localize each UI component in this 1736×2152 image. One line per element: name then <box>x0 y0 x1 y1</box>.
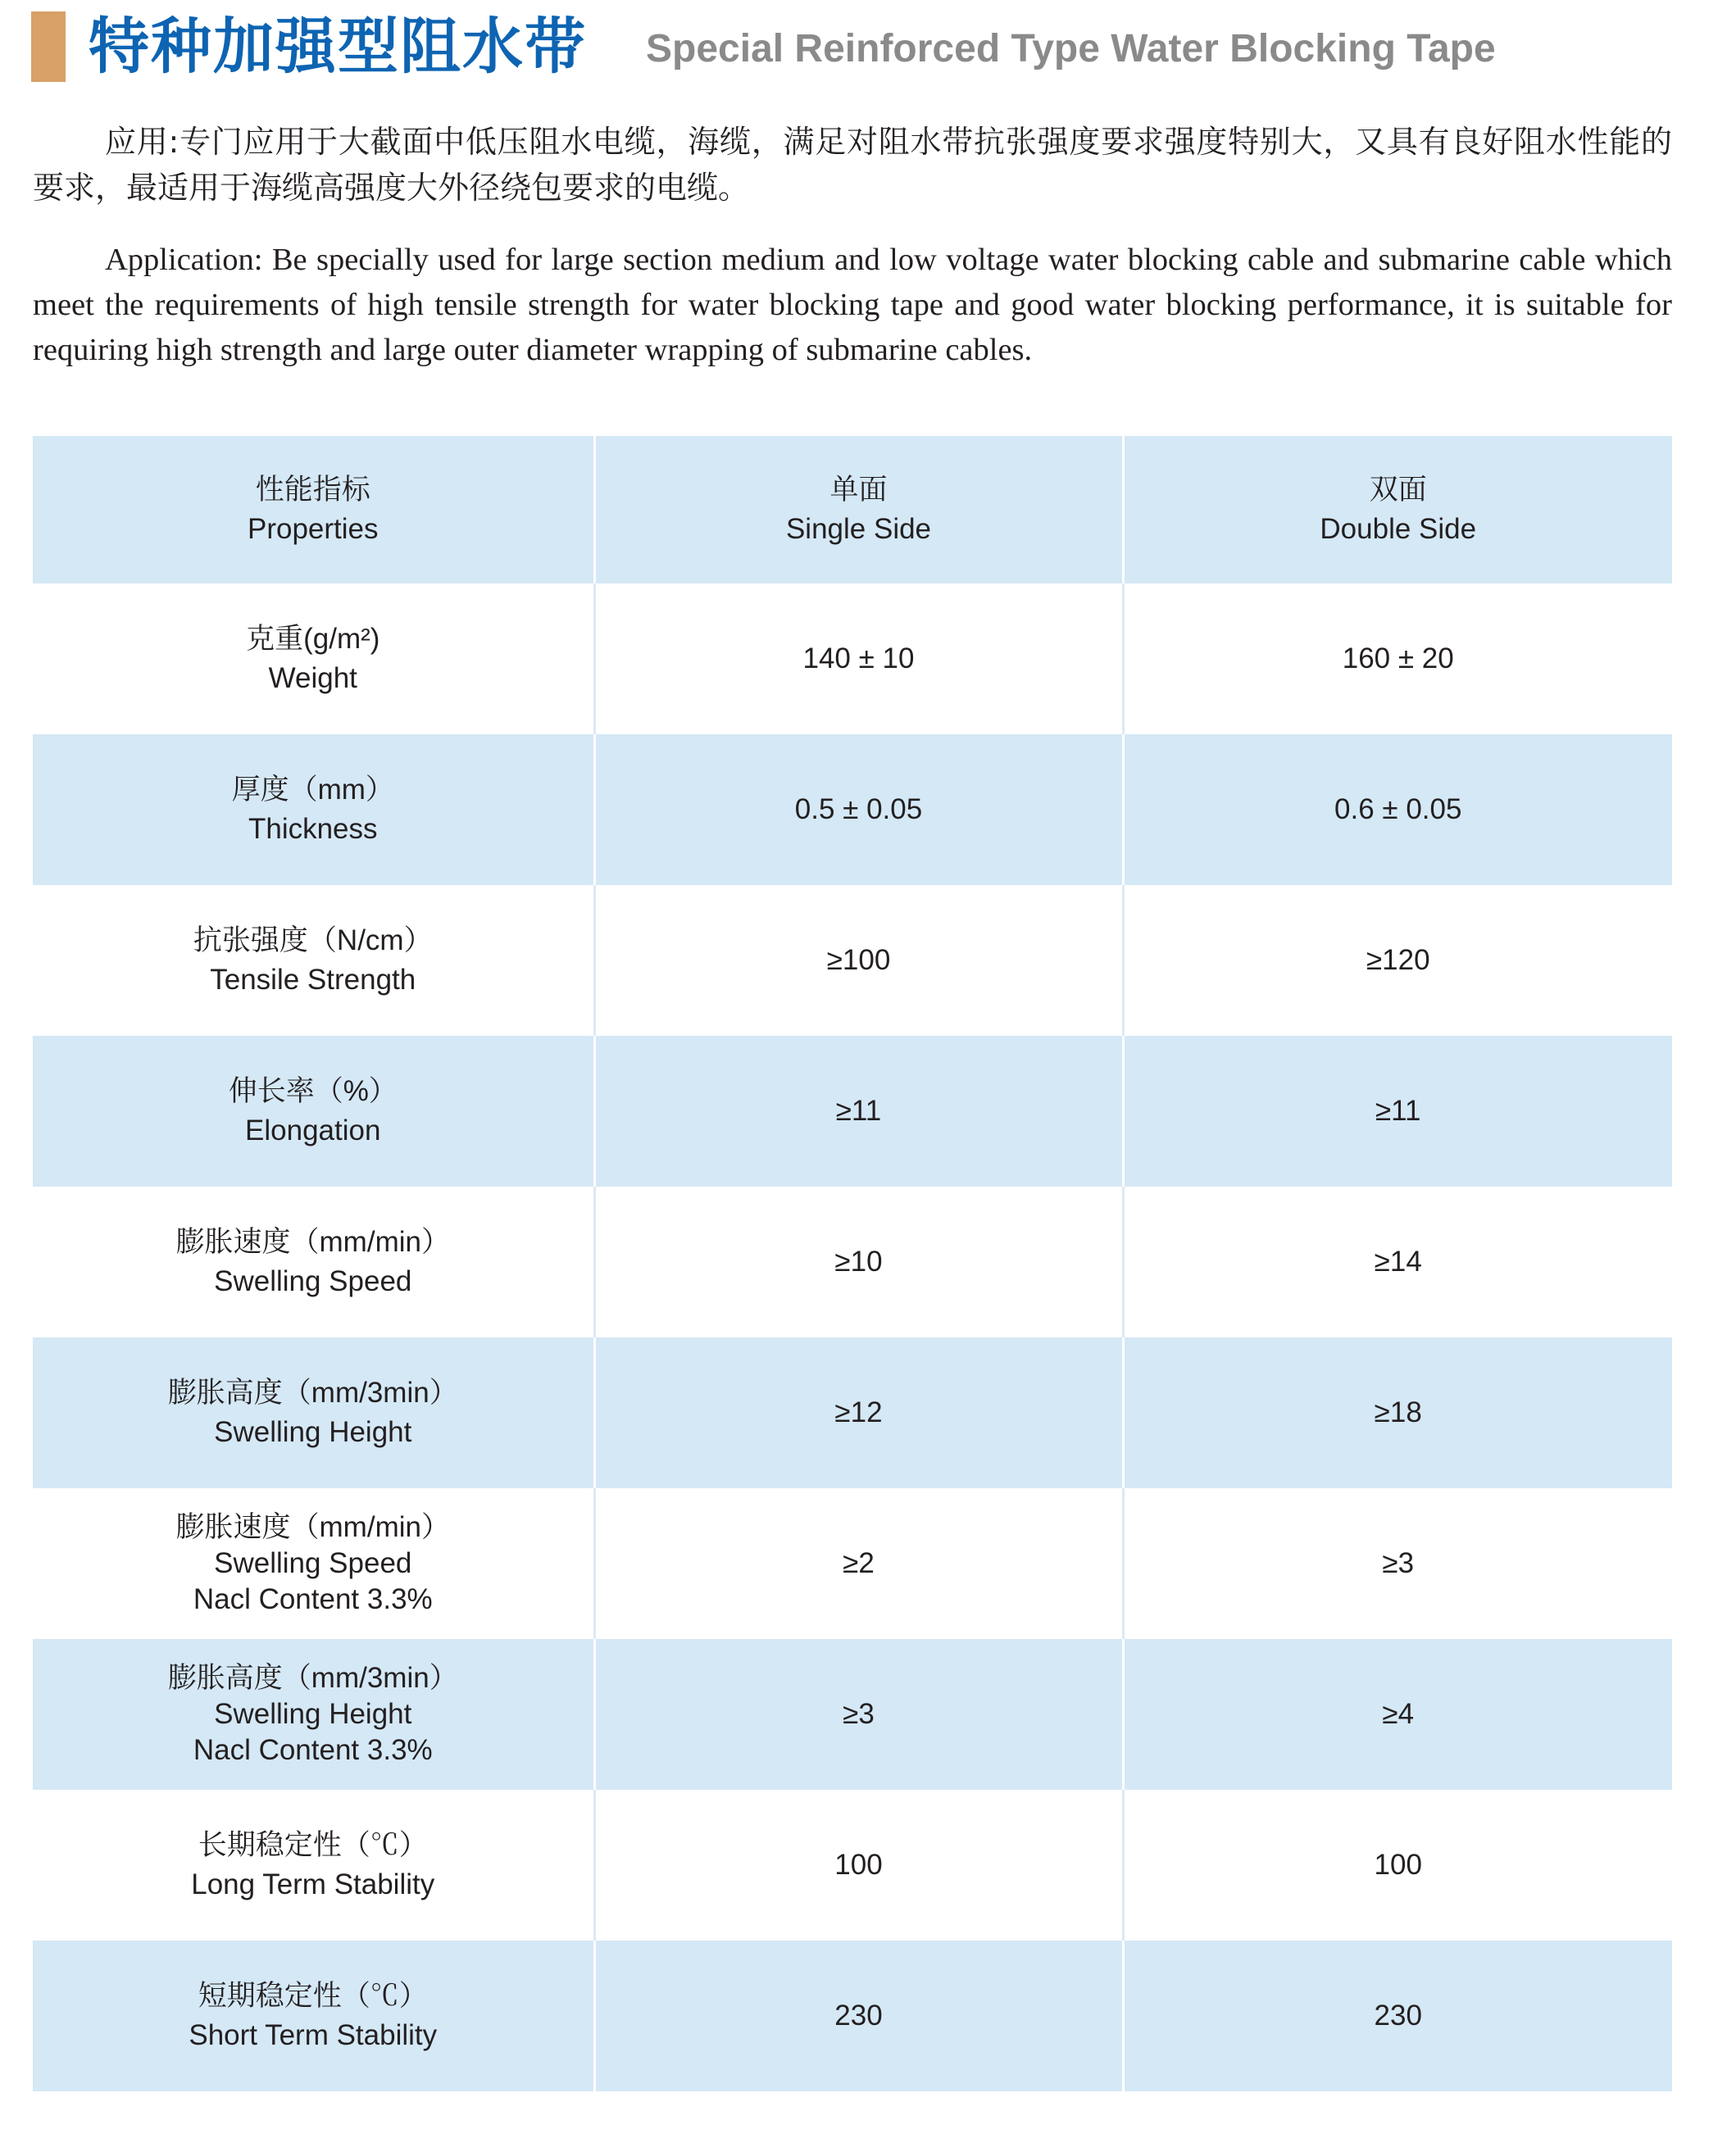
accent-bar <box>31 11 66 82</box>
double-side-value: 0.6 ± 0.05 <box>1123 734 1672 885</box>
property-cell <box>33 1337 594 1488</box>
single-side-value: 230 <box>594 1941 1123 2091</box>
property-cell <box>33 1941 594 2091</box>
property-cell <box>33 1639 594 1790</box>
property-cell <box>33 885 594 1036</box>
table-row <box>33 734 1672 885</box>
spec-table <box>33 436 1672 2091</box>
property-zh: 伸长率（%） <box>228 1075 398 1107</box>
property-cell <box>33 1488 594 1639</box>
header-double-en: Double Side <box>1320 513 1477 545</box>
single-side-value: ≥2 <box>594 1488 1123 1639</box>
property-en: Swelling Height <box>214 1698 412 1730</box>
double-side-value: 230 <box>1123 1941 1672 2091</box>
table-row <box>33 1488 1672 1639</box>
double-side-value: 100 <box>1123 1790 1672 1941</box>
property-en: Swelling Height <box>214 1416 412 1448</box>
single-side-value: 140 ± 10 <box>594 583 1123 734</box>
single-side-value: ≥3 <box>594 1639 1123 1790</box>
table-row <box>33 1187 1672 1337</box>
single-side-value: 100 <box>594 1790 1123 1941</box>
double-side-value: ≥4 <box>1123 1639 1672 1790</box>
single-side-value: ≥11 <box>594 1036 1123 1187</box>
double-side-value: ≥14 <box>1123 1187 1672 1337</box>
property-en: Long Term Stability <box>191 1868 435 1900</box>
property-en: Swelling Speed <box>214 1547 412 1579</box>
header-single-zh: 单面 <box>829 474 888 506</box>
property-cell <box>33 734 594 885</box>
table-row <box>33 583 1672 734</box>
property-note: Nacl Content 3.3% <box>193 1734 433 1766</box>
property-en: Weight <box>268 662 357 694</box>
property-zh: 膨胀速度（mm/min） <box>175 1511 450 1543</box>
header-double-zh: 双面 <box>1369 474 1427 506</box>
double-side-value: ≥18 <box>1123 1337 1672 1488</box>
property-zh: 短期稳定性（℃） <box>198 1980 428 2012</box>
property-cell <box>33 1187 594 1337</box>
property-cell <box>33 1790 594 1941</box>
table-row <box>33 1639 1672 1790</box>
property-en: Elongation <box>245 1115 381 1146</box>
header-cell-single <box>594 436 1123 583</box>
title-chinese: 特种加强型阻水带 <box>89 11 587 82</box>
table-row <box>33 1790 1672 1941</box>
double-side-value: ≥120 <box>1123 885 1672 1036</box>
table-row <box>33 1337 1672 1488</box>
header-properties-zh: 性能指标 <box>255 474 370 506</box>
header-cell-double <box>1123 436 1672 583</box>
single-side-value: 0.5 ± 0.05 <box>594 734 1123 885</box>
property-zh: 克重(g/m²) <box>246 623 380 655</box>
property-en: Thickness <box>248 813 378 845</box>
single-side-value: ≥12 <box>594 1337 1123 1488</box>
property-en: Tensile Strength <box>210 964 416 996</box>
property-zh: 膨胀高度（mm/3min） <box>167 1662 458 1694</box>
double-side-value: 160 ± 20 <box>1123 583 1672 734</box>
property-zh: 膨胀高度（mm/3min） <box>167 1377 458 1409</box>
application-text-chinese: 应用:专门应用于大截面中低压阻水电缆，海缆，满足对阻水带抗张强度要求强度特别大，又具有良好阻水性能的要求，最适用于海缆高强度大外径绕包要求的电缆。 <box>33 124 1672 206</box>
header-cell-properties <box>33 436 594 583</box>
double-side-value: ≥11 <box>1123 1036 1672 1187</box>
property-cell <box>33 1036 594 1187</box>
property-zh: 厚度（mm） <box>231 774 394 806</box>
application-text-english: Application: Be specially used for large section medium and low voltage water blocking cable and submarine cable which meet the requirements of high tensile strength for water blocking tape and good water blocking performance, it is suitable for requiring high strength and large outer diameter wrapping of submarine cables. <box>33 243 1672 367</box>
table-row <box>33 1036 1672 1187</box>
single-side-value: ≥10 <box>594 1187 1123 1337</box>
header-properties-en: Properties <box>247 513 379 545</box>
property-zh: 膨胀速度（mm/min） <box>175 1226 450 1258</box>
title-english: Special Reinforced Type Water Blocking Tape <box>646 27 1496 70</box>
property-zh: 长期稳定性（℃） <box>198 1829 428 1861</box>
property-cell <box>33 583 594 734</box>
page-header <box>31 10 1703 84</box>
table-header-row <box>33 436 1672 583</box>
property-zh: 抗张强度（N/cm） <box>193 924 433 956</box>
property-note: Nacl Content 3.3% <box>193 1583 433 1615</box>
property-en: Short Term Stability <box>189 2019 438 2051</box>
double-side-value: ≥3 <box>1123 1488 1672 1639</box>
header-single-en: Single Side <box>785 513 932 545</box>
property-en: Swelling Speed <box>214 1265 412 1297</box>
table-row <box>33 1941 1672 2091</box>
table-row <box>33 885 1672 1036</box>
single-side-value: ≥100 <box>594 885 1123 1036</box>
